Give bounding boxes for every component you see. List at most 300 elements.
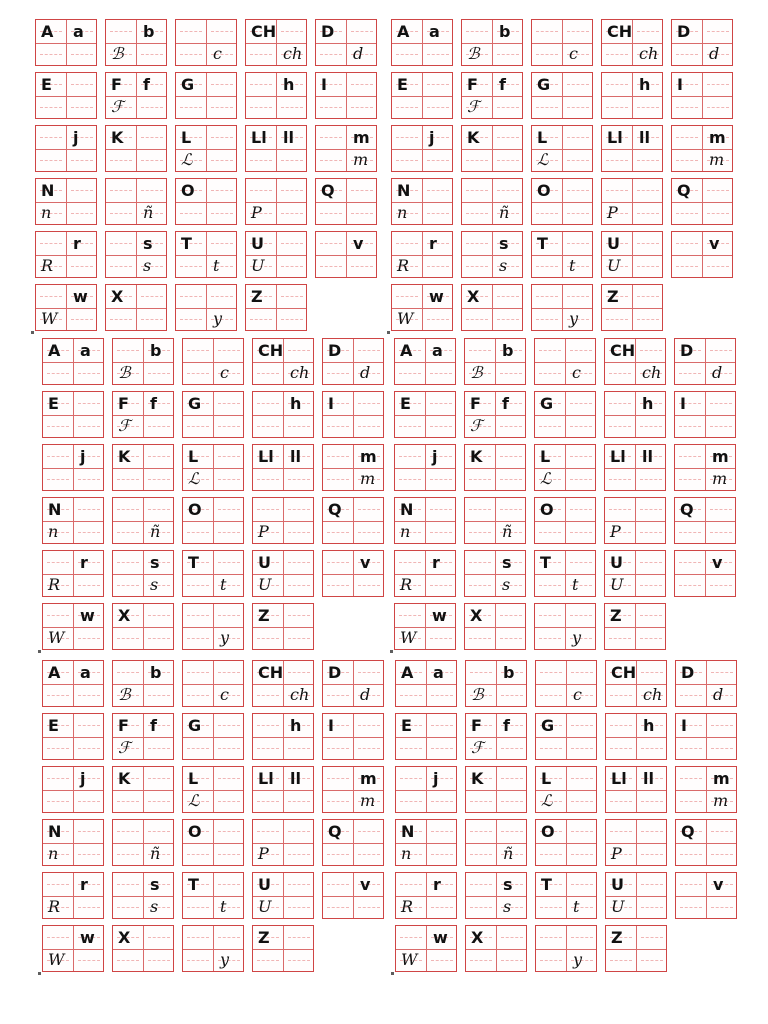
guide-dash xyxy=(117,350,139,351)
guide-dash xyxy=(679,532,701,533)
print-letter: m xyxy=(353,128,370,147)
print-letter: U xyxy=(610,553,623,572)
guide-dash xyxy=(637,266,659,267)
cursive-letter: n xyxy=(401,844,412,863)
guide-dash xyxy=(117,479,139,480)
guide-dash xyxy=(358,350,380,351)
print-letter: b xyxy=(499,22,511,41)
guide-dash xyxy=(427,160,449,161)
print-letter: h xyxy=(290,716,302,735)
letter-cell xyxy=(42,713,104,760)
guide-dash xyxy=(570,479,592,480)
print-letter: A xyxy=(41,22,54,41)
guide-dash xyxy=(637,296,659,297)
guide-dash xyxy=(250,190,272,191)
print-letter: X xyxy=(111,287,124,306)
cursive-letter: n xyxy=(397,203,408,222)
guide-dash xyxy=(610,725,632,726)
letter-cell xyxy=(35,284,97,331)
guide-dash xyxy=(327,532,349,533)
letter-cell xyxy=(605,766,667,813)
guide-dash xyxy=(47,884,69,885)
print-letter: Ll xyxy=(251,128,267,147)
letter-cell xyxy=(535,925,597,972)
cursive-letter: s xyxy=(502,575,511,594)
letter-cell xyxy=(252,338,314,385)
print-letter: K xyxy=(467,128,480,147)
guide-dash xyxy=(71,54,93,55)
print-letter: T xyxy=(537,234,548,253)
guide-dash xyxy=(430,426,452,427)
letter-cell xyxy=(531,72,593,119)
print-letter: X xyxy=(118,928,131,947)
cursive-letter: m xyxy=(360,791,376,810)
letter-cell xyxy=(531,178,593,225)
guide-dash xyxy=(396,243,418,244)
letter-cell xyxy=(252,550,314,597)
guide-dash xyxy=(257,960,279,961)
guide-dash xyxy=(609,479,631,480)
letter-cell xyxy=(534,603,596,650)
print-letter: Q xyxy=(321,181,335,200)
guide-dash xyxy=(218,562,240,563)
letter-cell xyxy=(112,338,174,385)
letter-cell xyxy=(605,925,667,972)
letter-cell xyxy=(245,178,307,225)
print-letter: E xyxy=(41,75,52,94)
guide-dash xyxy=(288,960,310,961)
print-letter: I xyxy=(677,75,683,94)
guide-dash xyxy=(400,748,422,749)
guide-dash xyxy=(500,426,522,427)
guide-dash xyxy=(148,695,170,696)
cursive-letter: y xyxy=(220,950,230,969)
guide-dash xyxy=(180,319,202,320)
guide-dash xyxy=(257,426,279,427)
guide-dash xyxy=(679,456,701,457)
print-letter: j xyxy=(429,128,435,147)
letter-cell xyxy=(252,497,314,544)
print-letter: F xyxy=(471,716,482,735)
guide-dash xyxy=(606,107,628,108)
guide-dash xyxy=(351,266,373,267)
letter-cell xyxy=(315,19,377,66)
guide-dash xyxy=(469,532,491,533)
guide-dash xyxy=(40,243,62,244)
cursive-letter: ℒ xyxy=(188,791,200,810)
guide-dash xyxy=(641,854,663,855)
crop-mark xyxy=(387,331,390,334)
guide-dash xyxy=(288,854,310,855)
letter-cell xyxy=(252,819,314,866)
guide-dash xyxy=(187,585,209,586)
guide-dash xyxy=(427,84,449,85)
guide-dash xyxy=(78,479,100,480)
guide-dash xyxy=(288,638,310,639)
guide-dash xyxy=(358,585,380,586)
guide-dash xyxy=(257,748,279,749)
cursive-letter: ñ xyxy=(502,522,513,541)
guide-dash xyxy=(431,907,453,908)
guide-dash xyxy=(351,31,373,32)
print-letter: v xyxy=(712,553,723,572)
guide-dash xyxy=(431,831,453,832)
cursive-letter: d xyxy=(713,685,724,704)
print-letter: F xyxy=(118,716,129,735)
letter-cell xyxy=(175,231,237,278)
letter-cell xyxy=(42,660,104,707)
letter-cell xyxy=(112,766,174,813)
letter-cell xyxy=(535,819,597,866)
guide-dash xyxy=(609,373,631,374)
guide-dash xyxy=(536,319,558,320)
guide-dash xyxy=(431,960,453,961)
letter-cell xyxy=(112,603,174,650)
guide-dash xyxy=(606,84,628,85)
guide-dash xyxy=(470,801,492,802)
guide-dash xyxy=(40,54,62,55)
guide-dash xyxy=(711,831,733,832)
cursive-letter: ℒ xyxy=(188,469,200,488)
print-letter: L xyxy=(540,447,551,466)
letter-cell xyxy=(182,391,244,438)
guide-dash xyxy=(470,960,492,961)
print-letter: K xyxy=(111,128,124,147)
guide-dash xyxy=(571,937,593,938)
guide-dash xyxy=(470,884,492,885)
guide-dash xyxy=(47,456,69,457)
cursive-letter: ℒ xyxy=(541,791,553,810)
print-letter: f xyxy=(502,394,509,413)
print-letter: A xyxy=(397,22,410,41)
letter-cell xyxy=(105,72,167,119)
guide-dash xyxy=(78,725,100,726)
letter-cell xyxy=(535,766,597,813)
print-letter: E xyxy=(48,394,59,413)
guide-dash xyxy=(187,854,209,855)
guide-dash xyxy=(640,585,662,586)
cursive-letter: ℱ xyxy=(467,97,480,116)
guide-dash xyxy=(466,266,488,267)
guide-dash xyxy=(711,907,733,908)
guide-dash xyxy=(501,748,523,749)
cursive-letter: s xyxy=(150,897,159,916)
crop-mark xyxy=(390,650,393,653)
print-letter: h xyxy=(639,75,651,94)
guide-dash xyxy=(676,107,698,108)
guide-dash xyxy=(117,801,139,802)
print-letter: D xyxy=(681,663,695,682)
cursive-letter: c xyxy=(213,44,222,63)
guide-dash xyxy=(571,778,593,779)
guide-dash xyxy=(117,672,139,673)
guide-dash xyxy=(637,31,659,32)
letter-cell xyxy=(601,231,663,278)
letter-cell xyxy=(395,872,457,919)
cursive-letter: d xyxy=(353,44,364,63)
guide-dash xyxy=(469,479,491,480)
letter-cell xyxy=(601,72,663,119)
letter-cell xyxy=(42,872,104,919)
letter-cell xyxy=(245,284,307,331)
guide-dash xyxy=(536,54,558,55)
print-letter: I xyxy=(680,394,686,413)
guide-dash xyxy=(187,748,209,749)
cursive-letter: c xyxy=(572,363,581,382)
guide-dash xyxy=(180,266,202,267)
letter-cell xyxy=(322,872,384,919)
letter-cell xyxy=(175,72,237,119)
letter-cell xyxy=(395,766,457,813)
print-letter: D xyxy=(677,22,691,41)
guide-dash xyxy=(47,426,69,427)
print-letter: s xyxy=(143,234,153,253)
guide-dash xyxy=(148,615,170,616)
guide-dash xyxy=(500,638,522,639)
guide-dash xyxy=(110,213,132,214)
guide-dash xyxy=(358,509,380,510)
cursive-letter: W xyxy=(41,309,58,328)
guide-dash xyxy=(427,213,449,214)
guide-dash xyxy=(78,403,100,404)
guide-dash xyxy=(501,801,523,802)
print-letter: E xyxy=(401,716,412,735)
guide-dash xyxy=(567,243,589,244)
guide-dash xyxy=(211,296,233,297)
print-letter: a xyxy=(80,663,91,682)
guide-dash xyxy=(567,31,589,32)
guide-dash xyxy=(396,54,418,55)
print-letter: m xyxy=(709,128,726,147)
print-letter: v xyxy=(713,875,724,894)
print-letter: D xyxy=(328,663,342,682)
guide-dash xyxy=(78,854,100,855)
letter-cell xyxy=(531,125,593,172)
guide-dash xyxy=(327,801,349,802)
guide-dash xyxy=(110,319,132,320)
guide-dash xyxy=(466,213,488,214)
print-letter: a xyxy=(429,22,440,41)
letter-cell xyxy=(252,391,314,438)
guide-dash xyxy=(358,831,380,832)
letter-cell xyxy=(105,125,167,172)
letter-cell xyxy=(42,819,104,866)
guide-dash xyxy=(469,638,491,639)
guide-dash xyxy=(707,266,729,267)
cursive-letter: U xyxy=(258,897,272,916)
guide-dash xyxy=(540,854,562,855)
guide-dash xyxy=(288,884,310,885)
guide-dash xyxy=(500,479,522,480)
guide-dash xyxy=(680,884,702,885)
print-letter: m xyxy=(360,447,377,466)
letter-cell xyxy=(534,497,596,544)
letter-cell xyxy=(112,550,174,597)
guide-dash xyxy=(470,854,492,855)
print-letter: X xyxy=(471,928,484,947)
print-letter: G xyxy=(540,394,554,413)
crop-mark xyxy=(38,972,41,975)
cursive-letter: y xyxy=(569,309,579,328)
print-letter: N xyxy=(48,500,62,519)
letter-cell xyxy=(175,284,237,331)
letter-cell xyxy=(465,713,527,760)
print-letter: a xyxy=(73,22,84,41)
guide-dash xyxy=(679,373,701,374)
letter-cell xyxy=(391,19,453,66)
letter-cell xyxy=(464,444,526,491)
print-letter: T xyxy=(188,553,199,572)
cursive-letter: ℒ xyxy=(181,150,193,169)
print-letter: r xyxy=(73,234,81,253)
guide-dash xyxy=(427,190,449,191)
cursive-letter: s xyxy=(150,575,159,594)
letter-cell xyxy=(182,925,244,972)
print-letter: CH xyxy=(251,22,277,41)
letter-cell xyxy=(182,603,244,650)
guide-dash xyxy=(501,695,523,696)
letter-cell xyxy=(315,72,377,119)
guide-dash xyxy=(110,243,132,244)
alphabet-panel xyxy=(35,19,385,335)
guide-dash xyxy=(710,426,732,427)
letter-cell xyxy=(112,819,174,866)
guide-dash xyxy=(567,190,589,191)
guide-dash xyxy=(430,373,452,374)
guide-dash xyxy=(320,213,342,214)
guide-dash xyxy=(218,725,240,726)
print-letter: m xyxy=(713,769,730,788)
letter-cell xyxy=(674,497,736,544)
guide-dash xyxy=(640,615,662,616)
guide-dash xyxy=(399,373,421,374)
guide-dash xyxy=(540,672,562,673)
print-letter: E xyxy=(400,394,411,413)
guide-dash xyxy=(218,884,240,885)
print-letter: ll xyxy=(283,128,294,147)
letter-cell xyxy=(465,660,527,707)
letter-cell xyxy=(252,766,314,813)
letter-cell xyxy=(601,284,663,331)
guide-dash xyxy=(430,403,452,404)
guide-dash xyxy=(466,160,488,161)
guide-dash xyxy=(141,160,163,161)
cursive-letter: t xyxy=(572,575,579,594)
cursive-letter: ℱ xyxy=(111,97,124,116)
guide-dash xyxy=(536,107,558,108)
print-letter: N xyxy=(41,181,55,200)
guide-dash xyxy=(288,907,310,908)
alphabet-panel xyxy=(395,660,745,976)
guide-dash xyxy=(500,615,522,616)
cursive-letter: ch xyxy=(642,363,662,382)
cursive-letter: R xyxy=(397,256,410,275)
guide-dash xyxy=(539,532,561,533)
guide-dash xyxy=(288,801,310,802)
print-letter: U xyxy=(607,234,620,253)
cursive-letter: m xyxy=(713,791,729,810)
guide-dash xyxy=(497,190,519,191)
print-letter: v xyxy=(360,875,371,894)
print-letter: D xyxy=(680,341,694,360)
cursive-letter: R xyxy=(48,575,61,594)
letter-cell xyxy=(601,19,663,66)
print-letter: O xyxy=(188,822,202,841)
guide-dash xyxy=(710,350,732,351)
cursive-letter: ℬ xyxy=(118,363,131,382)
letter-cell xyxy=(464,338,526,385)
print-letter: L xyxy=(541,769,552,788)
guide-dash xyxy=(430,532,452,533)
cursive-letter: W xyxy=(48,950,65,969)
letter-cell xyxy=(35,231,97,278)
print-letter: Q xyxy=(328,822,342,841)
guide-dash xyxy=(257,801,279,802)
guide-dash xyxy=(427,107,449,108)
guide-dash xyxy=(281,243,303,244)
guide-dash xyxy=(570,403,592,404)
cursive-letter: ℬ xyxy=(470,363,483,382)
guide-dash xyxy=(78,695,100,696)
guide-dash xyxy=(711,672,733,673)
letter-cell xyxy=(394,497,456,544)
letter-cell xyxy=(461,19,523,66)
guide-dash xyxy=(501,960,523,961)
guide-dash xyxy=(570,615,592,616)
guide-dash xyxy=(117,509,139,510)
letter-cell xyxy=(35,178,97,225)
guide-dash xyxy=(536,31,558,32)
guide-dash xyxy=(500,509,522,510)
guide-dash xyxy=(141,54,163,55)
letter-cell xyxy=(42,338,104,385)
letter-cell xyxy=(42,444,104,491)
guide-dash xyxy=(211,190,233,191)
letter-cell xyxy=(105,231,167,278)
print-letter: ll xyxy=(642,447,653,466)
cursive-letter: s xyxy=(503,897,512,916)
print-letter: ll xyxy=(290,447,301,466)
print-letter: m xyxy=(360,769,377,788)
print-letter: D xyxy=(321,22,335,41)
print-letter: w xyxy=(433,928,448,947)
guide-dash xyxy=(400,801,422,802)
guide-dash xyxy=(536,296,558,297)
guide-dash xyxy=(187,426,209,427)
guide-dash xyxy=(571,725,593,726)
guide-dash xyxy=(539,585,561,586)
guide-dash xyxy=(320,137,342,138)
letter-cell xyxy=(245,125,307,172)
guide-dash xyxy=(257,725,279,726)
letter-cell xyxy=(674,338,736,385)
letter-cell xyxy=(671,72,733,119)
guide-dash xyxy=(540,907,562,908)
print-letter: I xyxy=(328,394,334,413)
guide-dash xyxy=(707,213,729,214)
cursive-letter: t xyxy=(220,897,227,916)
guide-dash xyxy=(707,190,729,191)
guide-dash xyxy=(288,479,310,480)
guide-dash xyxy=(187,373,209,374)
guide-dash xyxy=(641,801,663,802)
print-letter: r xyxy=(433,875,441,894)
letter-cell xyxy=(391,284,453,331)
guide-dash xyxy=(570,532,592,533)
guide-dash xyxy=(637,243,659,244)
guide-dash xyxy=(148,831,170,832)
guide-dash xyxy=(497,54,519,55)
